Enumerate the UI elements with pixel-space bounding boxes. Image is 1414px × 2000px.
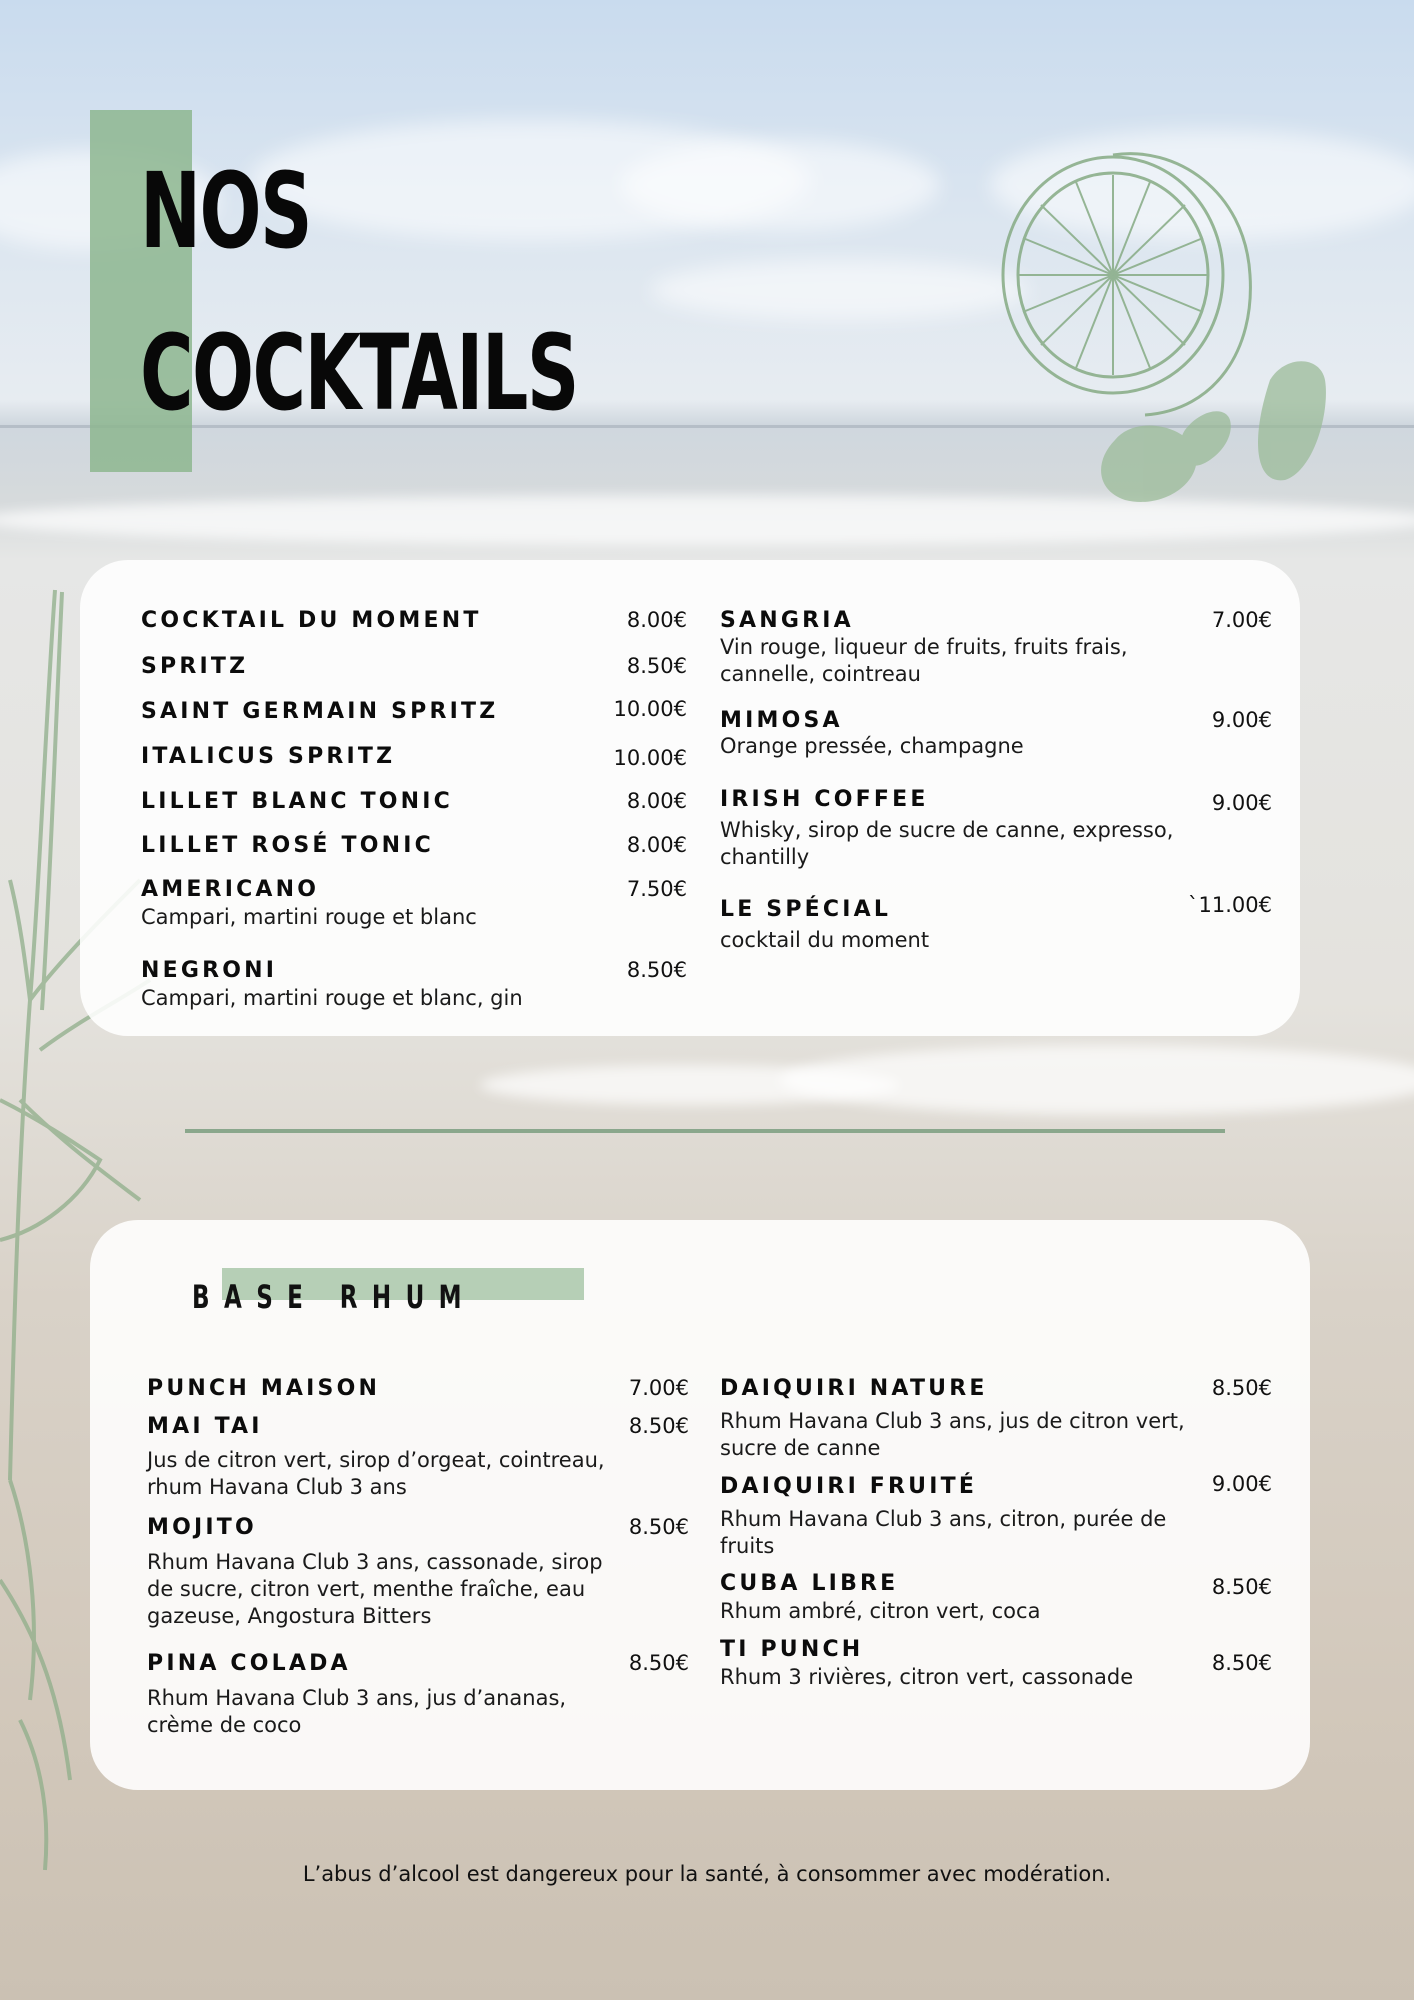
item-name: PINA COLADA: [147, 1651, 351, 1676]
section-title: BASE RHUM: [192, 1278, 477, 1316]
cloud: [620, 140, 940, 230]
item-name: CUBA LIBRE: [720, 1571, 899, 1596]
item-description: Rhum ambré, citron vert, coca: [720, 1599, 1041, 1623]
item-price: 10.00€: [613, 746, 687, 770]
item-description: Jus de citron vert, sirop d’orgeat, cointreau, rhum Havana Club 3 ans: [147, 1448, 605, 1499]
item-price: 8.00€: [626, 608, 687, 632]
item-description: Vin rouge, liqueur de fruits, fruits frais, cannelle, cointreau: [720, 635, 1128, 686]
item-description: Rhum Havana Club 3 ans, jus de citron vert, sucre de canne: [720, 1409, 1185, 1460]
item-name: LILLET ROSÉ TONIC: [141, 833, 434, 858]
item-name: AMERICANO: [141, 877, 320, 902]
item-price: 8.50€: [628, 1515, 689, 1539]
item-name: SPRITZ: [141, 654, 249, 679]
item-price: 8.50€: [1211, 1376, 1272, 1400]
item-name: IRISH COFFEE: [720, 787, 929, 812]
footer-disclaimer: L’abus d’alcool est dangereux pour la santé, à consommer avec modération.: [302, 1862, 1112, 1886]
item-description: Orange pressée, champagne: [720, 734, 1024, 758]
item-description: Rhum Havana Club 3 ans, cassonade, sirop de sucre, citron vert, menthe fraîche, eau gazeuse, Angostura Bitters: [147, 1550, 603, 1628]
item-name: LE SPÉCIAL: [720, 897, 892, 922]
item-price: 10.00€: [613, 697, 687, 721]
item-name: DAIQUIRI NATURE: [720, 1376, 988, 1401]
item-price: 8.50€: [626, 654, 687, 678]
item-name: SANGRIA: [720, 608, 854, 633]
item-name: DAIQUIRI FRUITÉ: [720, 1474, 978, 1499]
item-price: 8.50€: [1211, 1575, 1272, 1599]
item-name: MIMOSA: [720, 708, 843, 733]
item-name: MOJITO: [147, 1515, 257, 1540]
wave-foam: [480, 1065, 900, 1105]
item-price: 9.00€: [1211, 708, 1272, 732]
item-description: Rhum Havana Club 3 ans, jus d’ananas, crème de coco: [147, 1686, 567, 1737]
item-description: Rhum 3 rivières, citron vert, cassonade: [720, 1665, 1134, 1689]
item-description: Whisky, sirop de sucre de canne, expresso, chantilly: [720, 818, 1174, 869]
item-name: LILLET BLANC TONIC: [141, 789, 454, 814]
item-name: NEGRONI: [141, 958, 278, 983]
item-price: 8.50€: [628, 1651, 689, 1675]
section-divider: [185, 1129, 1225, 1133]
lime-illustration: [985, 140, 1385, 530]
item-name: PUNCH MAISON: [147, 1376, 381, 1401]
item-price: 8.00€: [626, 789, 687, 813]
item-name: SAINT GERMAIN SPRITZ: [141, 699, 499, 724]
item-price: 8.50€: [628, 1414, 689, 1438]
item-name: TI PUNCH: [720, 1637, 864, 1662]
cloud: [650, 260, 1030, 320]
item-price: 9.00€: [1211, 791, 1272, 815]
item-price: 9.00€: [1211, 1472, 1272, 1496]
item-price: `11.00€: [1188, 893, 1272, 917]
item-description: Rhum Havana Club 3 ans, citron, purée de fruits: [720, 1507, 1167, 1558]
item-name: MAI TAI: [147, 1414, 263, 1439]
item-name: COCKTAIL DU MOMENT: [141, 608, 482, 633]
item-price: 8.50€: [1211, 1651, 1272, 1675]
page-title: NOS COCKTAILS: [140, 150, 578, 434]
item-description: cocktail du moment: [720, 928, 930, 952]
item-price: 8.00€: [626, 833, 687, 857]
item-price: 8.50€: [626, 958, 687, 982]
item-name: ITALICUS SPRITZ: [141, 744, 396, 769]
item-price: 7.00€: [628, 1376, 689, 1400]
item-description: Campari, martini rouge et blanc, gin: [141, 986, 523, 1010]
item-price: 7.00€: [1211, 608, 1272, 632]
item-price: 7.50€: [626, 877, 687, 901]
item-description: Campari, martini rouge et blanc: [141, 905, 477, 929]
